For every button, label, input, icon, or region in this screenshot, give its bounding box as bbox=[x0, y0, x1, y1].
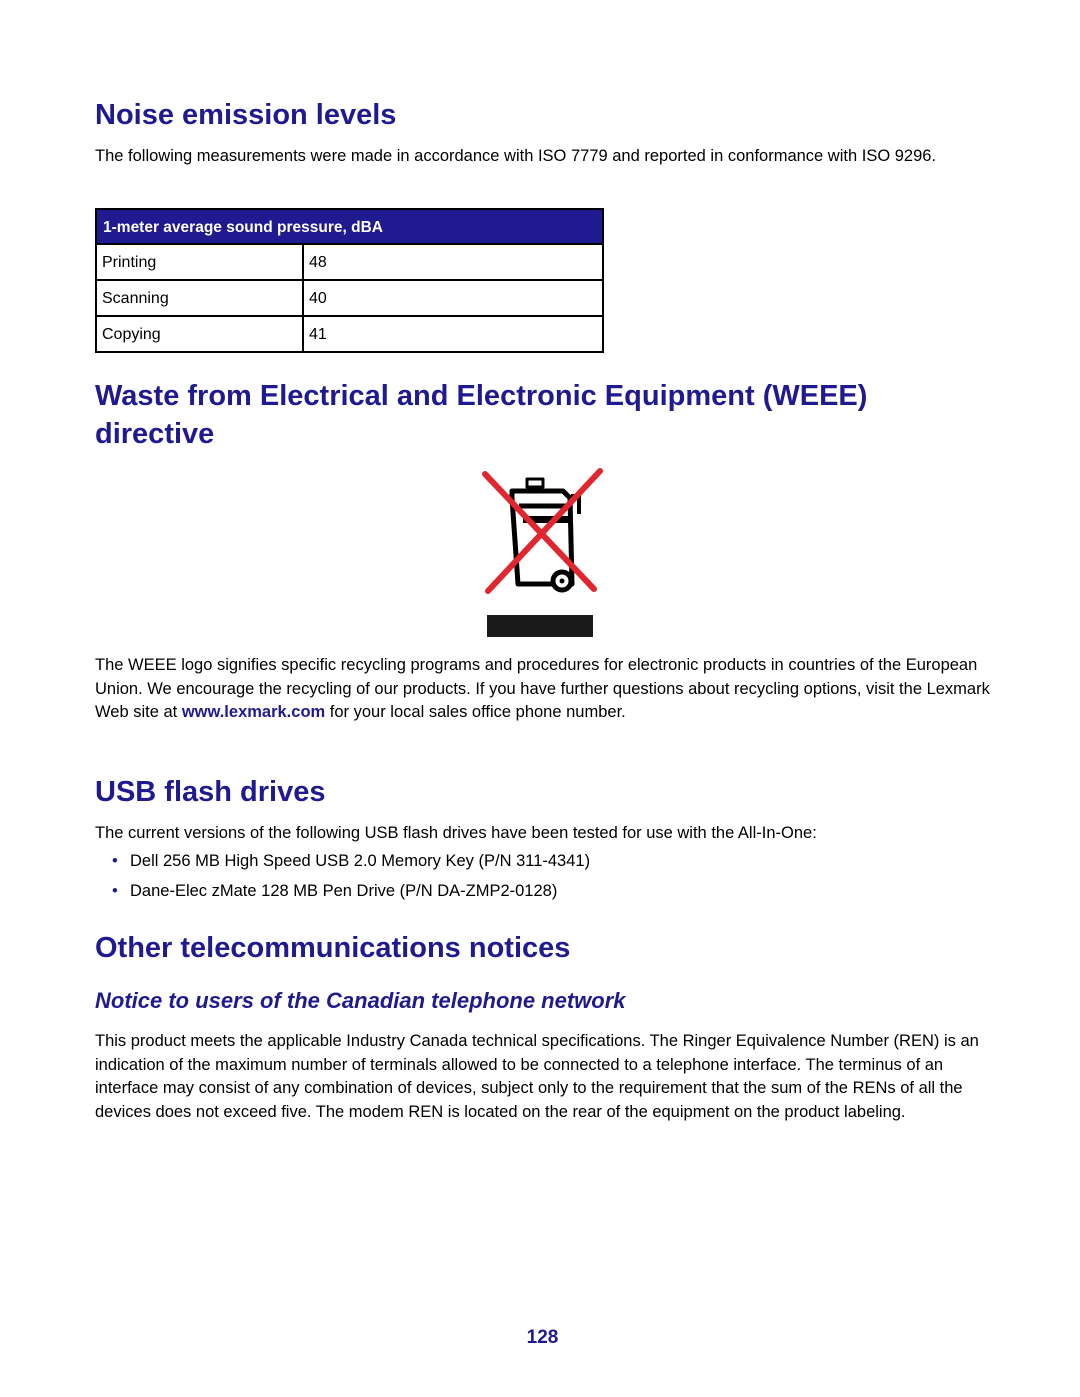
lexmark-website-link[interactable]: www.lexmark.com bbox=[181, 703, 326, 721]
list-item-text: Dane-Elec zMate 128 MB Pen Drive (P/N DA-ZMP2-0128) bbox=[130, 882, 558, 900]
table-row bbox=[96, 280, 603, 316]
row-value: 48 bbox=[303, 244, 603, 280]
noise-intro: The following measurements were made in accordance with ISO 7779 and reported in conformance with ISO 9296. bbox=[95, 147, 937, 165]
list-item bbox=[95, 850, 990, 880]
weee-body bbox=[95, 654, 990, 725]
weee-body-text: The WEEE logo signifies specific recycling programs and procedures for electronic products in countries of the European Union. We encourage the recycling of our products. If you have further questions about recycling options, visit the Lexmark Web site at bbox=[95, 656, 990, 721]
noise-table-header: 1-meter average sound pressure, dBA bbox=[96, 209, 603, 244]
usb-drive-list bbox=[95, 850, 990, 910]
usb-heading: USB flash drives bbox=[95, 776, 326, 808]
table-row bbox=[96, 316, 603, 352]
row-value: 40 bbox=[303, 280, 603, 316]
telecom-heading: Other telecommunications notices bbox=[95, 932, 571, 964]
table-row bbox=[96, 244, 603, 280]
weee-body-text-end: for your local sales office phone number. bbox=[325, 703, 626, 721]
list-item bbox=[95, 880, 990, 910]
list-item-text: Dell 256 MB High Speed USB 2.0 Memory Key (P/N 311-4341) bbox=[130, 852, 591, 870]
row-label: Scanning bbox=[96, 280, 303, 316]
row-label: Copying bbox=[96, 316, 303, 352]
bullet-icon: • bbox=[112, 852, 118, 870]
crossed-out-wheelie-bin-icon bbox=[475, 466, 615, 638]
row-value: 41 bbox=[303, 316, 603, 352]
canadian-network-body: This product meets the applicable Industry Canada technical specifications. The Ringer Equivalence Number (REN) is an indication of the maximum number of terminals allowed to be connected to a telephone interface. The terminus of an interface may consist of any combination of devices, subject only to the requirement that the sum of the RENs of all the devices does not exceed five. The modem REN is located on the rear of the equipment on the product labeling. bbox=[95, 1032, 979, 1121]
weee-heading: Waste from Electrical and Electronic Equipment (WEEE) directive bbox=[95, 380, 868, 450]
row-label: Printing bbox=[96, 244, 303, 280]
noise-table bbox=[95, 208, 604, 353]
bullet-icon: • bbox=[112, 882, 118, 900]
usb-intro: The current versions of the following USB flash drives have been tested for use with the All-In-One: bbox=[95, 824, 817, 842]
canadian-network-subheading: Notice to users of the Canadian telephone network bbox=[95, 988, 626, 1013]
page-number: 128 bbox=[526, 1327, 559, 1348]
noise-heading: Noise emission levels bbox=[95, 99, 397, 131]
